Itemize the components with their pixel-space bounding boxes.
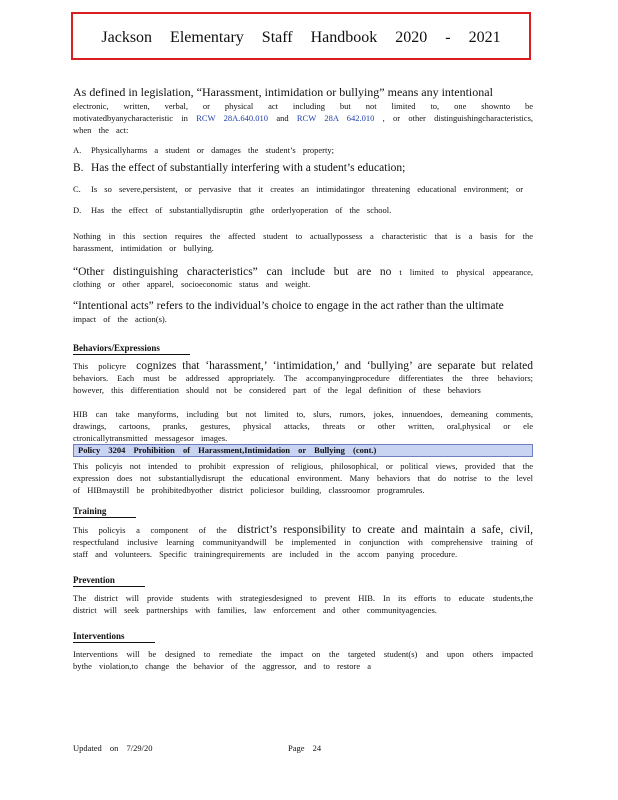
list-item-text: Physicallyharms a student or damages the student’s property; — [91, 145, 334, 155]
intentional-lead: “Intentional acts” refers to the individual’s choice to engage in the act rather than the ultimate — [73, 300, 504, 312]
hib-paragraph: HIB can take manyforms, including but not limited to, slurs, rumors, jokes, innuendoes, demeaning comments, drawings, cartoons, pranks, gestures, physical attacks, threats or other written, oral,physical or ele ctronicallytransmitted messagesor images. — [73, 409, 533, 443]
intro-body — [73, 100, 533, 136]
training-rest: respectfuland inclusive learning communityandwill be implemented in conjunction with comprehensive training of staff and volunteers. Specific trainingrequirements are included in the accom panying procedure. — [73, 537, 533, 559]
other-characteristics-paragraph — [73, 266, 533, 290]
training-paragraph — [73, 524, 533, 560]
nothing-paragraph: Nothing in this section requires the affected student to actuallypossess a characteristic that is a basis for the harassment, intimidation or bullying. — [73, 231, 533, 253]
header-box — [71, 12, 531, 60]
intro-text-pre: electronic, written, verbal, or physical act including but not limited to, one shownto be motivatedbyanycharacteristic in — [73, 101, 533, 123]
list-item-label: A. — [73, 145, 82, 155]
list-item-label: B. — [73, 162, 84, 174]
behaviors-heading: Behaviors/Expressions — [73, 342, 190, 355]
intro-lead: As defined in legislation, “Harassment, intimidation or bullying” means any intentional — [73, 85, 493, 99]
page-content — [73, 86, 533, 672]
policy-paragraph: This policyis not intended to prohibit expression of religious, philosophical, or political views, provided that the expression does not substantiallydisrupt the educational environment. Many behaviors that do notrise to the level of HIBmaystill be prohibitedbyother district policiesor building, classroomor programrules. — [73, 461, 533, 495]
list-item-text: Has the effect of substantially interfering with a student’s education; — [91, 162, 406, 174]
rcw-link-2[interactable]: RCW 28A 642.010 — [296, 113, 375, 123]
list-item-label: C. — [73, 184, 81, 194]
prevention-paragraph: The district will provide students with strategiesdesigned to prevent HIB. In its efforts to educate students,the district will seek partnerships with families, law enforcement and other communityagencies. — [73, 593, 533, 615]
list-item-text: Has the effect of substantiallydisruptin gthe orderlyoperation of the school. — [91, 205, 392, 215]
intro-and: and — [276, 113, 289, 123]
list-item-b — [73, 162, 533, 175]
list-item-a — [73, 144, 533, 156]
training-heading: Training — [73, 505, 136, 518]
behaviors-lead-big: cognizes that ‘harassment,’ ‘intimidation,’ and ‘bullying’ are separate but related — [136, 360, 533, 372]
other-rest: t limited to physical appearance, clothing or other apparel, socioeconomic status and weight. — [73, 267, 534, 289]
policy-bar: Policy 3204 Prohibition of Harassment,Intimidation or Bullying (cont.) — [73, 444, 533, 457]
list-item-text: Is so severe,persistent, or pervasive that it creates an intimidatingor threatening educational environment; or — [91, 184, 524, 194]
page-number: Page 24 — [288, 743, 322, 753]
intentional-rest: impact of the action(s). — [73, 314, 167, 324]
rcw-link-1[interactable]: RCW 28A.640.010 — [196, 113, 269, 123]
list-item-d — [73, 204, 533, 216]
intro-text-post: , or other distinguishingcharacteristics, when the act: — [73, 113, 534, 135]
training-lead-big: district’s responsibility to create and maintain a safe, civil, — [237, 524, 533, 536]
behaviors-rest: behaviors. Each must be addressed appropriately. The accompanyingprocedure differentiates the three behaviors; however, this differentiation should not be considered part of the legal definition of these behaviors — [73, 373, 533, 395]
training-lead-small: This policyis a component of the — [73, 525, 227, 535]
list-item-label: D. — [73, 205, 82, 215]
updated-date: Updated on 7/29/20 — [73, 743, 153, 753]
interventions-heading: Interventions — [73, 630, 155, 643]
list-item-c — [73, 183, 533, 195]
behaviors-paragraph — [73, 360, 533, 396]
handbook-title: Jackson Elementary Staff Handbook 2020 - 2021 — [101, 29, 501, 46]
other-lead: “Other distinguishing characteristics” can include but are no — [73, 266, 392, 278]
behaviors-lead-small: This policyre — [73, 361, 127, 371]
prevention-heading: Prevention — [73, 574, 145, 587]
interventions-paragraph: Interventions will be designed to remediate the impact on the targeted student(s) and upon others impacted bythe violation,to change the behavior of the aggressor, and to restore a — [73, 649, 533, 671]
